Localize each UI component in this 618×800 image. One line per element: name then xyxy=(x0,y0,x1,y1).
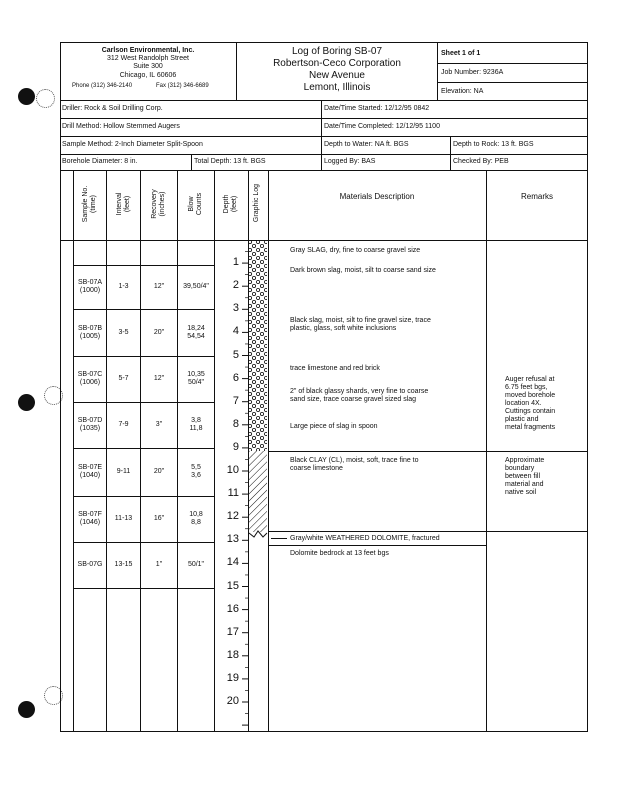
depth-label: 16 xyxy=(226,602,239,615)
company-name: Carlson Environmental, Inc. xyxy=(101,47,195,54)
sample-time: (1006) xyxy=(79,379,101,386)
material-line-11: Gray/white WEATHERED DOLOMITE, fractured xyxy=(290,535,440,542)
material-line-4: plastic, glass, soft white inclusions xyxy=(290,325,397,332)
fill-slag-layer xyxy=(249,240,267,451)
binder-hole-1 xyxy=(18,88,35,105)
depth-label: 15 xyxy=(226,579,239,592)
depth-label: 7 xyxy=(232,394,239,407)
sample-id: SB-07G xyxy=(77,561,103,568)
clay-layer xyxy=(249,451,267,532)
remark-line-3: moved borehole xyxy=(505,392,556,399)
depth-to-rock: Depth to Rock: 13 ft. BGS xyxy=(453,141,534,148)
remark-line-1: Auger refusal at xyxy=(505,376,555,383)
depth-label: 20 xyxy=(226,695,239,707)
depth-label: 14 xyxy=(226,556,239,569)
sample-id: SB-07E xyxy=(77,464,103,471)
depth-label: 8 xyxy=(232,417,239,430)
sample-method: Sample Method: 2-Inch Diameter Split-Spoon xyxy=(62,141,203,148)
material-line-1: Gray SLAG, dry, fine to coarse gravel size xyxy=(290,247,421,254)
binder-hole-2 xyxy=(18,394,35,411)
col-header-interval: Interval (feet) xyxy=(116,192,131,216)
company-suite: Suite 300 xyxy=(133,63,163,70)
sheet-number: Sheet 1 of 1 xyxy=(441,50,481,57)
site-street: New Avenue xyxy=(309,70,365,81)
depth-label: 11 xyxy=(227,487,239,500)
material-line-2: Dark brown slag, moist, silt to coarse sand size xyxy=(290,267,436,274)
remark-line-2: 6.75 feet bgs, xyxy=(505,384,548,391)
company-street: 312 West Randolph Street xyxy=(107,55,189,62)
driller: Driller: Rock & Soil Drilling Corp. xyxy=(62,105,163,112)
depth-label: 17 xyxy=(226,625,239,638)
company-fax: Fax (312) 346-6689 xyxy=(156,83,209,89)
elevation: Elevation: NA xyxy=(441,88,484,95)
blow-counts: 11,8 xyxy=(189,425,203,432)
date-started: Date/Time Started: 12/12/95 0842 xyxy=(324,105,430,112)
col-header-recovery: Recovery (inches) xyxy=(151,189,166,219)
sample-interval: 1-3 xyxy=(118,283,129,290)
blow-counts: 39,50/4" xyxy=(183,283,209,290)
material-line-6: 2" of black glassy shards, very fine to coarse xyxy=(290,388,429,395)
blow-counts: 3,6 xyxy=(191,472,201,479)
remark-line-5: Cuttings contain xyxy=(505,408,556,415)
depth-label: 18 xyxy=(226,648,239,661)
depth-label: 1 xyxy=(232,256,239,269)
sample-interval: 11-13 xyxy=(114,515,133,522)
material-line-3: Black slag, moist, silt to fine gravel size, trace xyxy=(290,317,431,324)
blow-counts: 10,35 xyxy=(187,371,205,378)
col-header-graphic: Graphic Log xyxy=(253,183,260,223)
blow-counts: 54,54 xyxy=(187,332,205,340)
sample-recovery: 20" xyxy=(153,468,165,475)
sample-id: SB-07A xyxy=(77,279,103,286)
depth-label: 9 xyxy=(232,440,239,453)
client-name: Robertson-Ceco Corporation xyxy=(273,58,401,69)
sample-id: SB-07F xyxy=(78,511,102,518)
blow-counts: 8,8 xyxy=(191,519,201,526)
col-header-sample: Sample No. (time) xyxy=(82,185,97,223)
material-line-7: sand size, trace coarse gravel sized slag xyxy=(290,396,417,403)
sample-interval: 7-9 xyxy=(118,421,129,428)
material-line-10: coarse limestone xyxy=(290,465,343,472)
sample-recovery: 12" xyxy=(153,375,165,382)
company-city: Chicago, IL 60606 xyxy=(119,72,177,79)
remark-line-9: boundary xyxy=(505,465,535,472)
sample-recovery: 20" xyxy=(153,328,165,336)
sample-recovery: 3" xyxy=(155,421,163,428)
depth-label: 4 xyxy=(232,325,239,338)
sample-recovery: 16" xyxy=(153,515,165,522)
col-header-remarks: Remarks xyxy=(520,192,553,201)
sample-time: (1040) xyxy=(79,472,101,479)
remark-line-7: metal fragments xyxy=(505,424,556,431)
logged-by: Logged By: BAS xyxy=(324,158,376,165)
col-header-materials: Materials Description xyxy=(339,192,415,201)
col-header-depth: Depth (feet) xyxy=(223,194,238,214)
blow-counts: 10,8 xyxy=(189,511,203,518)
company-phone: Phone (312) 346-2140 xyxy=(72,83,133,89)
sample-time: (1035) xyxy=(79,425,101,432)
sample-interval: 9-11 xyxy=(116,468,131,475)
depth-label: 3 xyxy=(232,302,239,315)
depth-label: 19 xyxy=(226,671,239,684)
depth-label: 5 xyxy=(232,348,239,361)
remark-line-8: Approximate xyxy=(505,457,545,464)
job-number: Job Number: 9236A xyxy=(441,69,504,76)
sample-interval: 3-5 xyxy=(118,328,129,336)
binder-hole-ring-1 xyxy=(36,89,55,108)
date-completed: Date/Time Completed: 12/12/95 1100 xyxy=(324,123,440,130)
total-depth: Total Depth: 13 ft. BGS xyxy=(194,158,266,165)
depth-label: 13 xyxy=(226,533,239,546)
site-city: Lemont, Illinois xyxy=(303,82,371,93)
sample-id: SB-07C xyxy=(77,371,103,378)
depth-label: 2 xyxy=(232,279,239,292)
sample-interval: 13-15 xyxy=(114,561,133,568)
material-line-5: trace limestone and red brick xyxy=(290,365,380,372)
sample-id: SB-07B xyxy=(77,324,103,332)
drill-method: Drill Method: Hollow Stemmed Augers xyxy=(62,123,180,130)
sample-recovery: 12" xyxy=(153,283,165,290)
sample-time: (1005) xyxy=(79,332,101,340)
material-line-9: Black CLAY (CL), moist, soft, trace fine to xyxy=(290,457,419,464)
borehole-diameter: Borehole Diameter: 8 in. xyxy=(62,158,138,165)
blow-counts: 50/1" xyxy=(187,561,205,568)
binder-hole-3 xyxy=(18,701,35,718)
sample-time: (1000) xyxy=(79,287,101,294)
material-line-8: Large piece of slag in spoon xyxy=(290,423,378,430)
graphic-log xyxy=(248,240,268,732)
depth-to-water: Depth to Water: NA ft. BGS xyxy=(324,141,409,148)
depth-label: 10 xyxy=(226,464,239,476)
depth-label: 6 xyxy=(232,371,239,384)
blow-counts: 5,5 xyxy=(191,464,201,471)
depth-label: 12 xyxy=(226,510,239,523)
remark-line-6: plastic and xyxy=(505,416,539,423)
remark-line-12: native soil xyxy=(505,489,537,496)
checked-by: Checked By: PEB xyxy=(453,158,509,165)
col-header-blow: Blow Counts xyxy=(188,192,203,216)
sample-recovery: 1" xyxy=(155,561,163,568)
blow-counts: 3,8 xyxy=(191,417,201,424)
blow-counts: 18,24 xyxy=(187,324,205,332)
sample-time: (1046) xyxy=(79,519,101,526)
remark-line-11: material and xyxy=(505,481,544,488)
sample-id: SB-07D xyxy=(77,417,103,424)
remark-line-4: location 4X. xyxy=(505,400,542,407)
dolomite-leader-line xyxy=(271,538,287,539)
material-line-12: Dolomite bedrock at 13 feet bgs xyxy=(290,550,389,557)
blow-counts: 50/4" xyxy=(187,379,205,386)
sample-interval: 5-7 xyxy=(118,375,129,382)
remark-line-10: between fill xyxy=(505,473,541,480)
log-title: Log of Boring SB-07 xyxy=(291,46,383,57)
